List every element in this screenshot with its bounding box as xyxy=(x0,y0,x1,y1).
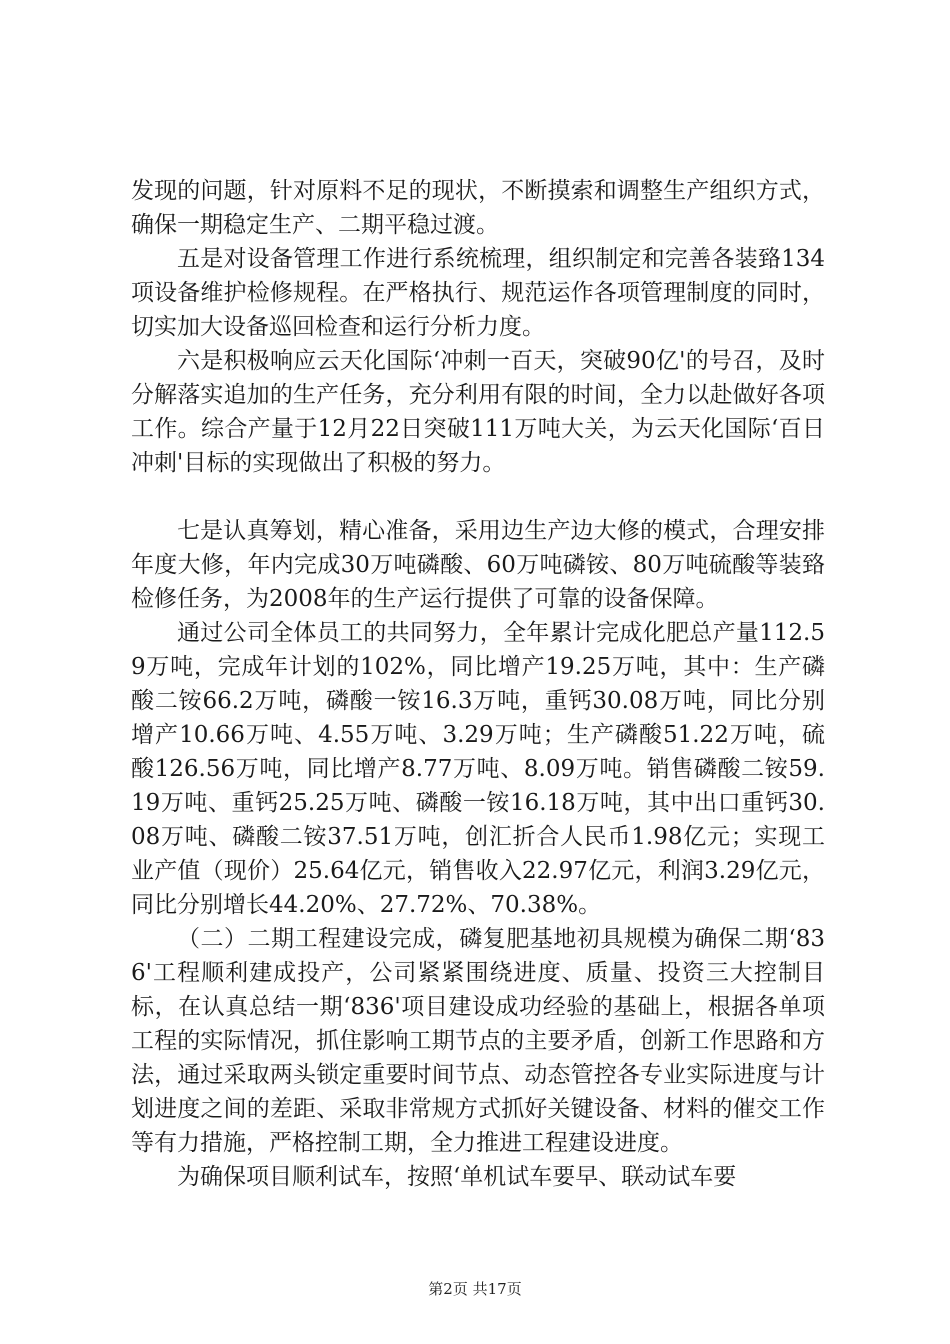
body-text xyxy=(131,174,825,1194)
paragraph-continuation: 发现的问题，针对原料不足的现状，不断摸索和调整生产组织方式，确保一期稳定生产、二期平稳过渡。 xyxy=(131,178,825,238)
paragraph-trial-run: 为确保项目顺利试车，按照‘单机试车要早、联动试车要 xyxy=(177,1164,737,1190)
paragraph-item-six: 六是积极响应云天化国际‘冲刺一百天，突破90亿'的号召，及时分解落实追加的生产任务，充分利用有限的时间，全力以赴做好各项工作。综合产量于12月22日突破111万吨大关，为云天化国际‘百日冲刺'目标的实现做出了积极的努力。 xyxy=(131,348,825,476)
paragraph-item-seven: 七是认真筹划，精心准备，采用边生产边大修的模式，合理安排年度大修，年内完成30万吨磷酸、60万吨磷铵、80万吨硫酸等装臵检修任务，为2008年的生产运行提供了可靠的设备保障。 xyxy=(131,518,825,612)
paragraph-annual-results: 通过公司全体员工的共同努力，全年累计完成化肥总产量112.59万吨，完成年计划的102%，同比增产19.25万吨，其中：生产磷酸二铵66.2万吨，磷酸一铵16.3万吨，重钙30.08万吨，同比分别增产10.66万吨、4.55万吨、3.29万吨；生产磷酸51.22万吨，硫酸126.56万吨，同比增产8.77万吨、8.09万吨。销售磷酸二铵59.19万吨、重钙25.25万吨、磷酸一铵16.18万吨，其中出口重钙30.08万吨、磷酸二铵37.51万吨，创汇折合人民币1.98亿元；实现工业产值（现价）25.64亿元，销售收入22.97亿元，利润3.29亿元，同比分别增长44.20%、27.72%、70.38%。 xyxy=(131,620,825,918)
paragraph-item-five: 五是对设备管理工作进行系统梳理，组织制定和完善各装臵134项设备维护检修规程。在严格执行、规范运作各项管理制度的同时，切实加大设备巡回检查和运行分析力度。 xyxy=(131,246,825,340)
paragraph-section-two: （二）二期工程建设完成，磷复肥基地初具规模为确保二期‘836'工程顺利建成投产，公司紧紧围绕进度、质量、投资三大控制目标，在认真总结一期‘836'项目建设成功经验的基础上，根据各单项工程的实际情况，抓住影响工期节点的主要矛盾，创新工作思路和方法，通过采取两头锁定重要时间节点、动态管控各专业实际进度与计划进度之间的差距、采取非常规方式抓好关键设备、材料的催交工作等有力措施，严格控制工期，全力推进工程建设进度。 xyxy=(131,926,825,1156)
page-number-footer: 第2页 共17页 xyxy=(428,1280,522,1298)
